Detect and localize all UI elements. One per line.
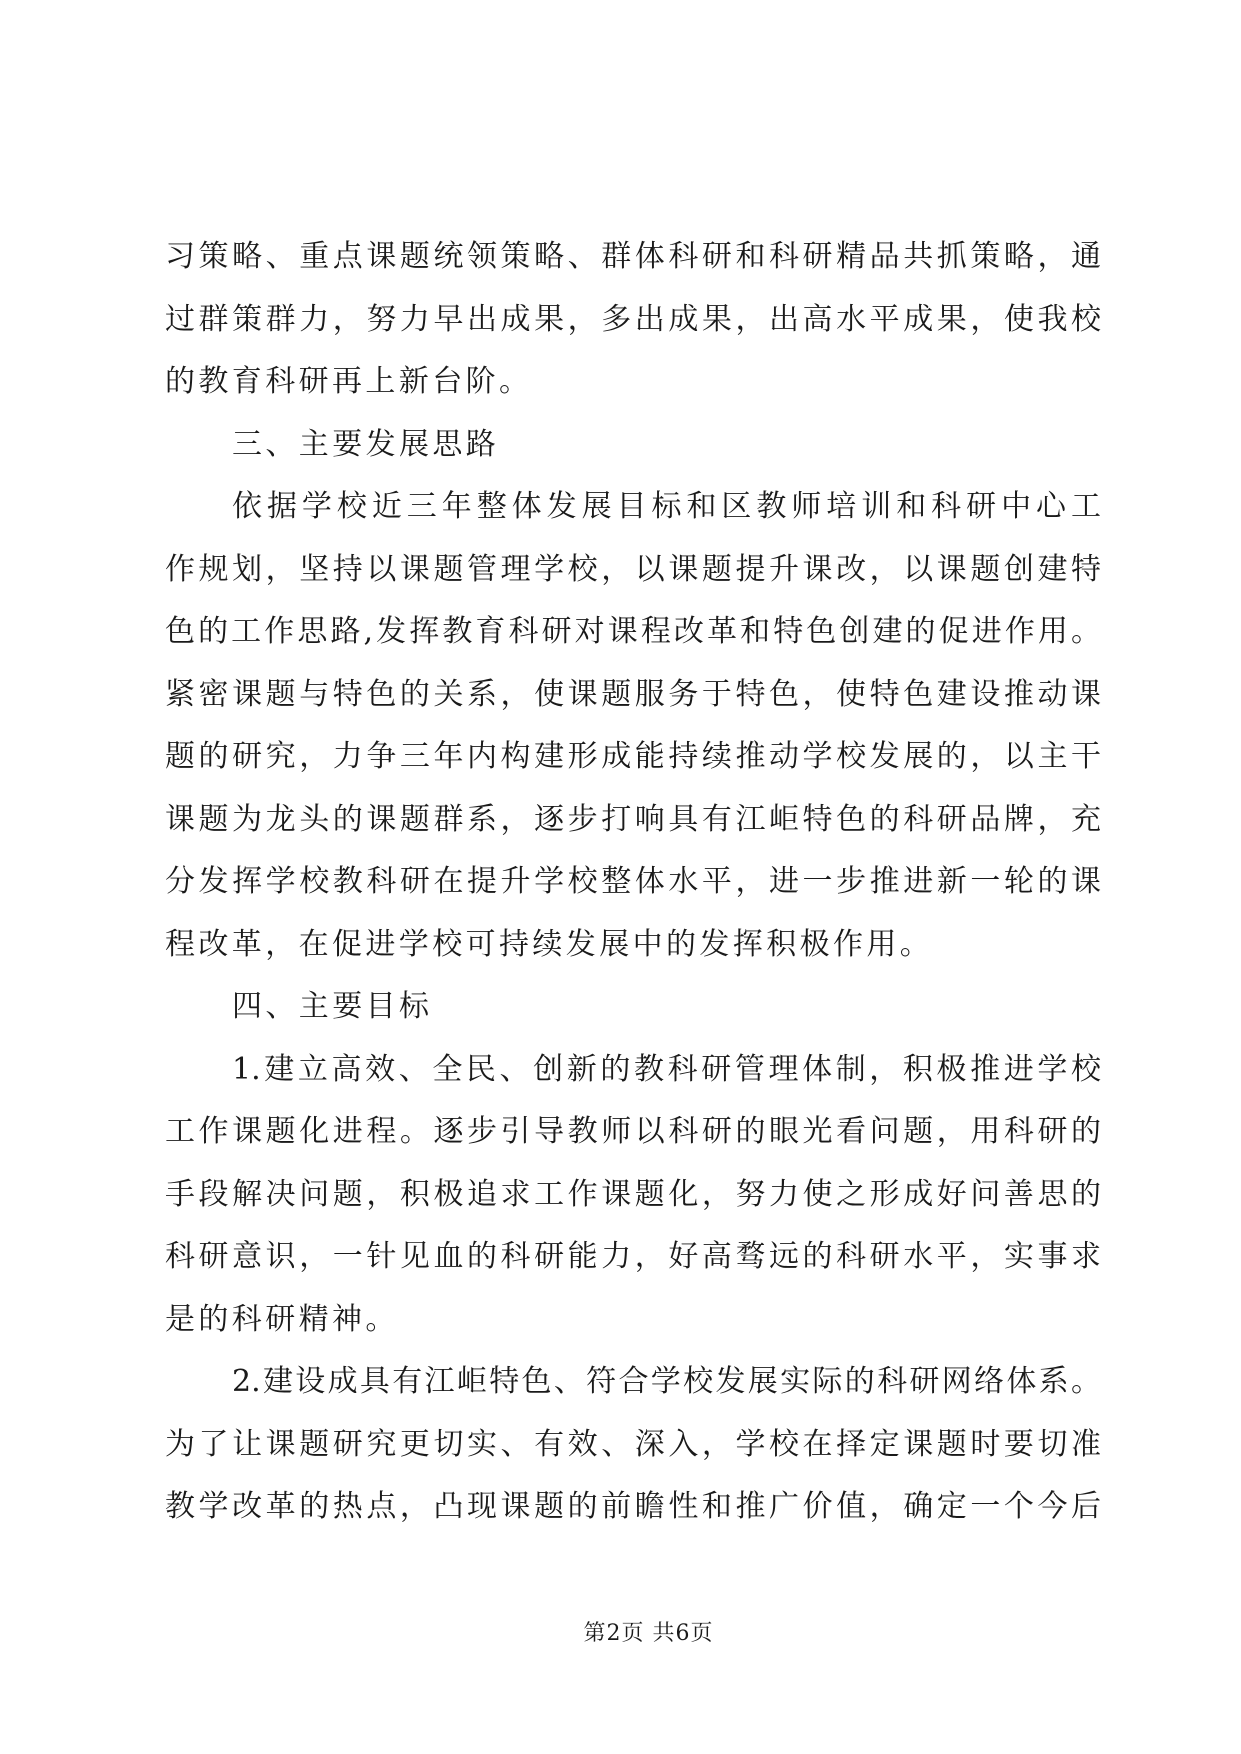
body-line: 工作课题化进程。逐步引导教师以科研的眼光看问题，用科研的 (165, 1114, 1101, 1149)
page-number-footer: 第2页 共6页 (583, 1621, 714, 1646)
body-line: 的教育科研再上新台阶。 (165, 364, 533, 399)
body-line: 题的研究，力争三年内构建形成能持续推动学校发展的，以主干 (165, 739, 1101, 774)
body-line: 色的工作思路,发挥教育科研对课程改革和特色创建的促进作用。 (165, 614, 1101, 649)
section-heading: 三、主要发展思路 (232, 426, 500, 462)
body-line: 作规划，坚持以课题管理学校，以课题提升课改，以课题创建特 (165, 551, 1101, 587)
body-line: 课题为龙头的课题群系，逐步打响具有江岠特色的科研品牌，充 (165, 801, 1101, 837)
body-line: 分发挥学校教科研在提升学校整体水平，进一步推进新一轮的课 (165, 864, 1101, 899)
body-line: 依据学校近三年整体发展目标和区教师培训和科研中心工 (232, 489, 1101, 524)
body-line: 2.建设成具有江岠特色、符合学校发展实际的科研网络体系。 (232, 1364, 1101, 1399)
body-line: 过群策群力，努力早出成果，多出成果，出高水平成果，使我校 (165, 301, 1101, 337)
body-line: 为了让课题研究更切实、有效、深入，学校在择定课题时要切准 (165, 1426, 1101, 1462)
body-line: 是的科研精神。 (165, 1301, 399, 1337)
body-line: 科研意识，一针见血的科研能力，好高骛远的科研水平，实事求 (165, 1239, 1101, 1274)
document-body (165, 226, 1101, 1539)
body-line: 1.建立高效、全民、创新的教科研管理体制，积极推进学校 (232, 1051, 1101, 1087)
section-heading: 四、主要目标 (232, 989, 433, 1024)
body-line: 紧密课题与特色的关系，使课题服务于特色，使特色建设推动课 (165, 676, 1101, 712)
body-line: 习策略、重点课题统领策略、群体科研和科研精品共抓策略，通 (165, 239, 1101, 274)
body-line: 程改革，在促进学校可持续发展中的发挥积极作用。 (165, 926, 934, 962)
body-line: 手段解决问题，积极追求工作课题化，努力使之形成好问善思的 (165, 1176, 1101, 1212)
body-line: 教学改革的热点，凸现课题的前瞻性和推广价值，确定一个今后 (165, 1489, 1101, 1524)
